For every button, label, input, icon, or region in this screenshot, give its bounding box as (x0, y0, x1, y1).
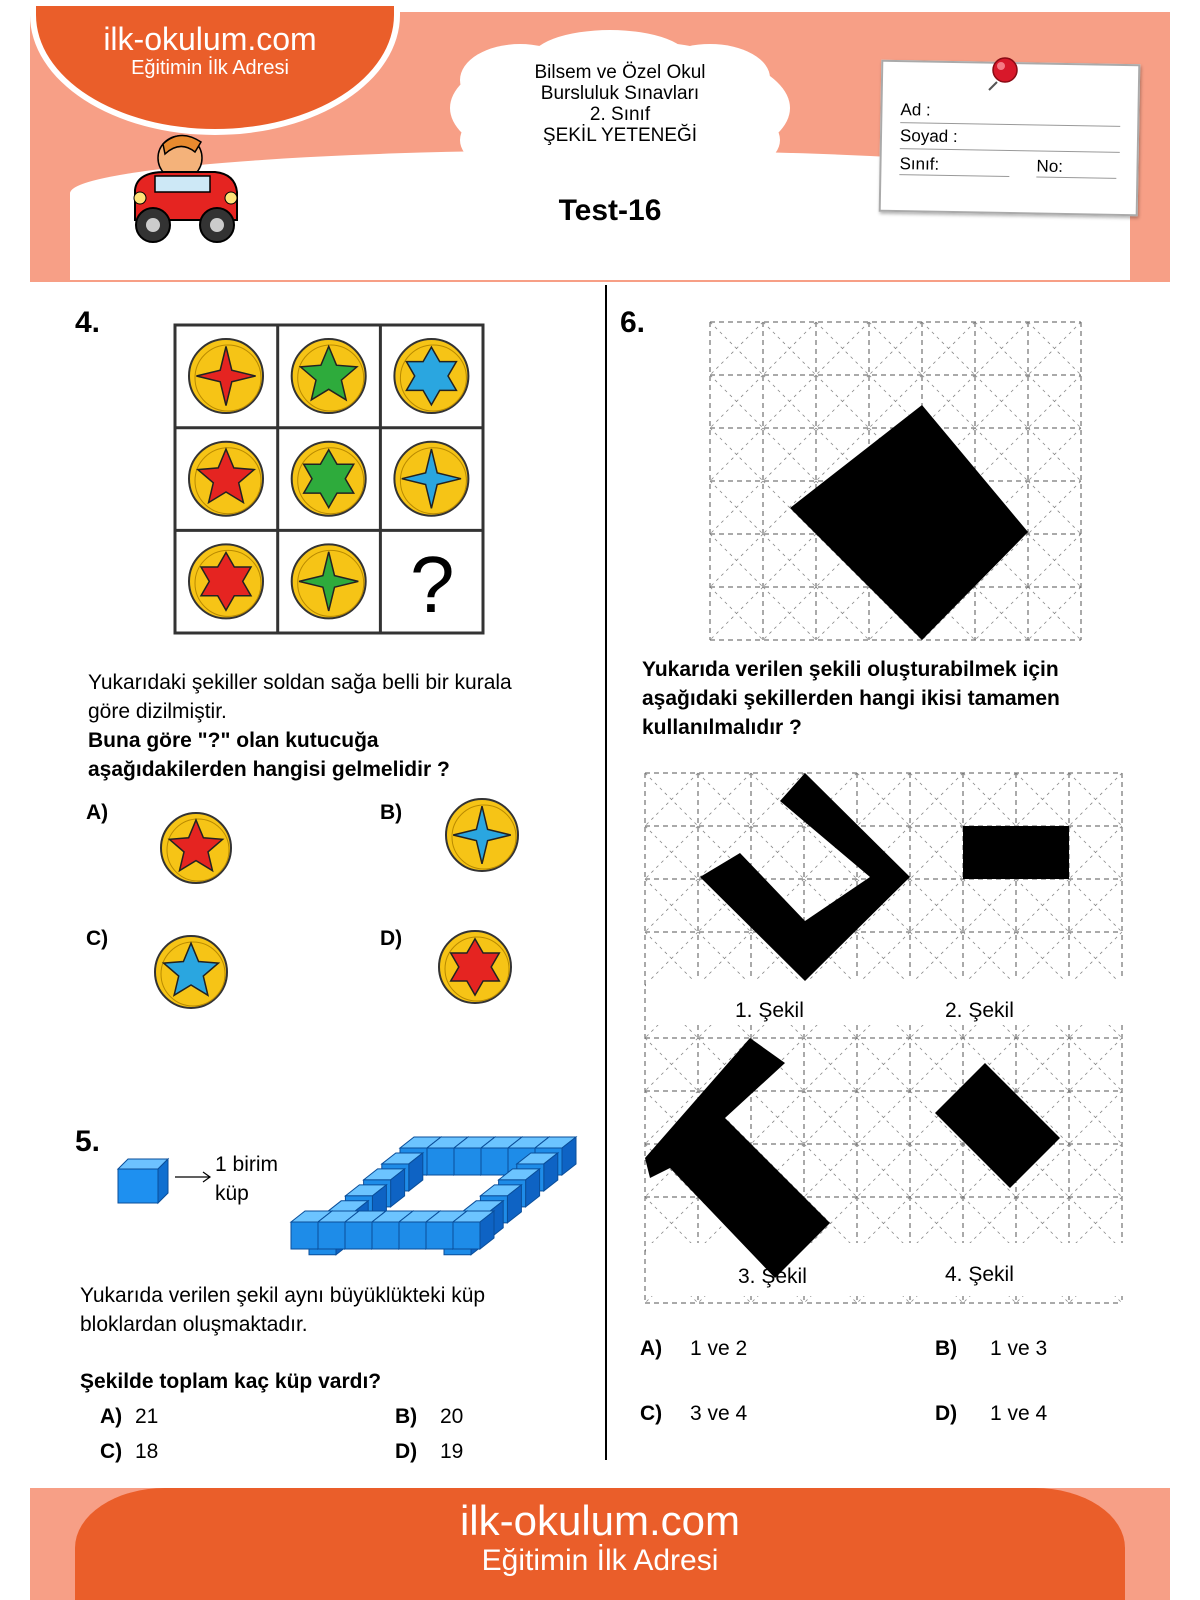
logo-tagline: Eğitimin İlk Adresi (131, 57, 289, 79)
unit-cube-label-1: 1 birim (215, 1153, 279, 1176)
pushpin-icon (985, 52, 1025, 92)
cube-frame (291, 1137, 576, 1255)
piece-3-shape (645, 1038, 830, 1278)
question-6-line-1: Yukarıda verilen şekili oluşturabilmek için (642, 658, 1059, 681)
piece-2-label: 2. Şekil (945, 999, 1014, 1022)
q6-option-d-letter[interactable]: D) (935, 1402, 958, 1425)
question-5-number: 5. (75, 1125, 101, 1158)
q5-option-b-letter[interactable]: B) (395, 1405, 418, 1428)
q4-option-d-letter[interactable]: D) (380, 927, 403, 950)
cloud-line-3: 2. Sınıf (589, 104, 651, 125)
form-soyad-label: Soyad : (899, 126, 958, 147)
footer-tagline: Eğitimin İlk Adresi (481, 1544, 719, 1577)
q5-option-b-value[interactable]: 20 (440, 1405, 464, 1428)
form-ad-label: Ad : (900, 100, 931, 120)
question-4-line-2: göre dizilmiştir. (88, 700, 227, 723)
question-4-line-1: Yukarıdaki şekiller soldan sağa belli bir kurala (88, 671, 512, 694)
unit-cube-label-2: küp (215, 1182, 249, 1205)
q5-option-d-letter[interactable]: D) (395, 1440, 418, 1463)
q5-option-d-value[interactable]: 19 (440, 1440, 464, 1463)
logo-site: ilk-okulum.com (103, 21, 317, 57)
question-6-number: 6. (620, 306, 646, 339)
column-divider (605, 285, 607, 1460)
pieces-grid (645, 773, 1125, 1303)
cloud-line-4: ŞEKİL YETENEĞİ (542, 125, 698, 146)
piece-4-label: 4. Şekil (945, 1263, 1014, 1286)
question-6-text (642, 655, 1187, 742)
question-mark: ? (410, 540, 455, 629)
question-4-line-4: aşağıdakilerden hangisi gelmelidir ? (88, 758, 450, 781)
target-shape-grid (710, 322, 1080, 642)
footer-logo (75, 1498, 1125, 1578)
piece-3-label: 3. Şekil (738, 1265, 807, 1288)
q6-option-d-value[interactable]: 1 ve 4 (990, 1402, 1048, 1425)
question-4-number: 4. (75, 306, 101, 339)
question-4-line-3: Buna göre "?" olan kutucuğa (88, 729, 379, 752)
target-diamond (790, 405, 1028, 640)
q5-option-a-letter[interactable]: A) (100, 1405, 123, 1428)
form-sinif-label: Sınıf: (899, 154, 940, 174)
q6-option-a-letter[interactable]: A) (640, 1337, 663, 1360)
q4-option-c-letter[interactable]: C) (86, 927, 109, 950)
question-5-line-1: Yukarıda verilen şekil aynı büyüklükteki küp (80, 1284, 486, 1307)
question-6-line-3: kullanılmalıdır ? (642, 716, 802, 739)
test-title: Test-16 (558, 194, 662, 227)
frame-cube (453, 1211, 494, 1249)
q6-option-c-value[interactable]: 3 ve 4 (690, 1402, 748, 1425)
footer-site: ilk-okulum.com (459, 1497, 741, 1544)
question-6-line-2: aşağıdaki şekillerden hangi ikisi tamamen (642, 687, 1060, 710)
q6-option-c-letter[interactable]: C) (640, 1402, 663, 1425)
cube-frame-diagram (0, 0, 600, 1280)
question-5-question: Şekilde toplam kaç küp vardı? (80, 1370, 382, 1393)
q5-option-c-value[interactable]: 18 (135, 1440, 159, 1463)
form-no-label: No: (1036, 156, 1064, 176)
form-sinif-line (899, 174, 1009, 177)
q6-option-a-value[interactable]: 1 ve 2 (690, 1337, 748, 1360)
q6-option-b-value[interactable]: 1 ve 3 (990, 1337, 1048, 1360)
label-band-bottom (646, 1243, 1123, 1296)
question-5-line-2: bloklardan oluşmaktadır. (80, 1313, 308, 1336)
label-band-top (646, 979, 1123, 1025)
q5-option-c-letter[interactable]: C) (100, 1440, 123, 1463)
q4-option-a-letter[interactable]: A) (86, 801, 109, 824)
q4-option-b-letter[interactable]: B) (380, 801, 403, 824)
q5-option-a-value[interactable]: 21 (135, 1405, 159, 1428)
question-5-text (80, 1281, 580, 1339)
form-soyad-line (900, 148, 1120, 153)
piece-2-shape (963, 826, 1069, 879)
piece-1-label: 1. Şekil (735, 999, 804, 1022)
cloud-line-1: Bilsem ve Özel Okul (534, 62, 706, 83)
q6-option-b-letter[interactable]: B) (935, 1337, 958, 1360)
cloud-line-2: Bursluluk Sınavları (540, 83, 700, 104)
form-no-line (1036, 176, 1116, 178)
